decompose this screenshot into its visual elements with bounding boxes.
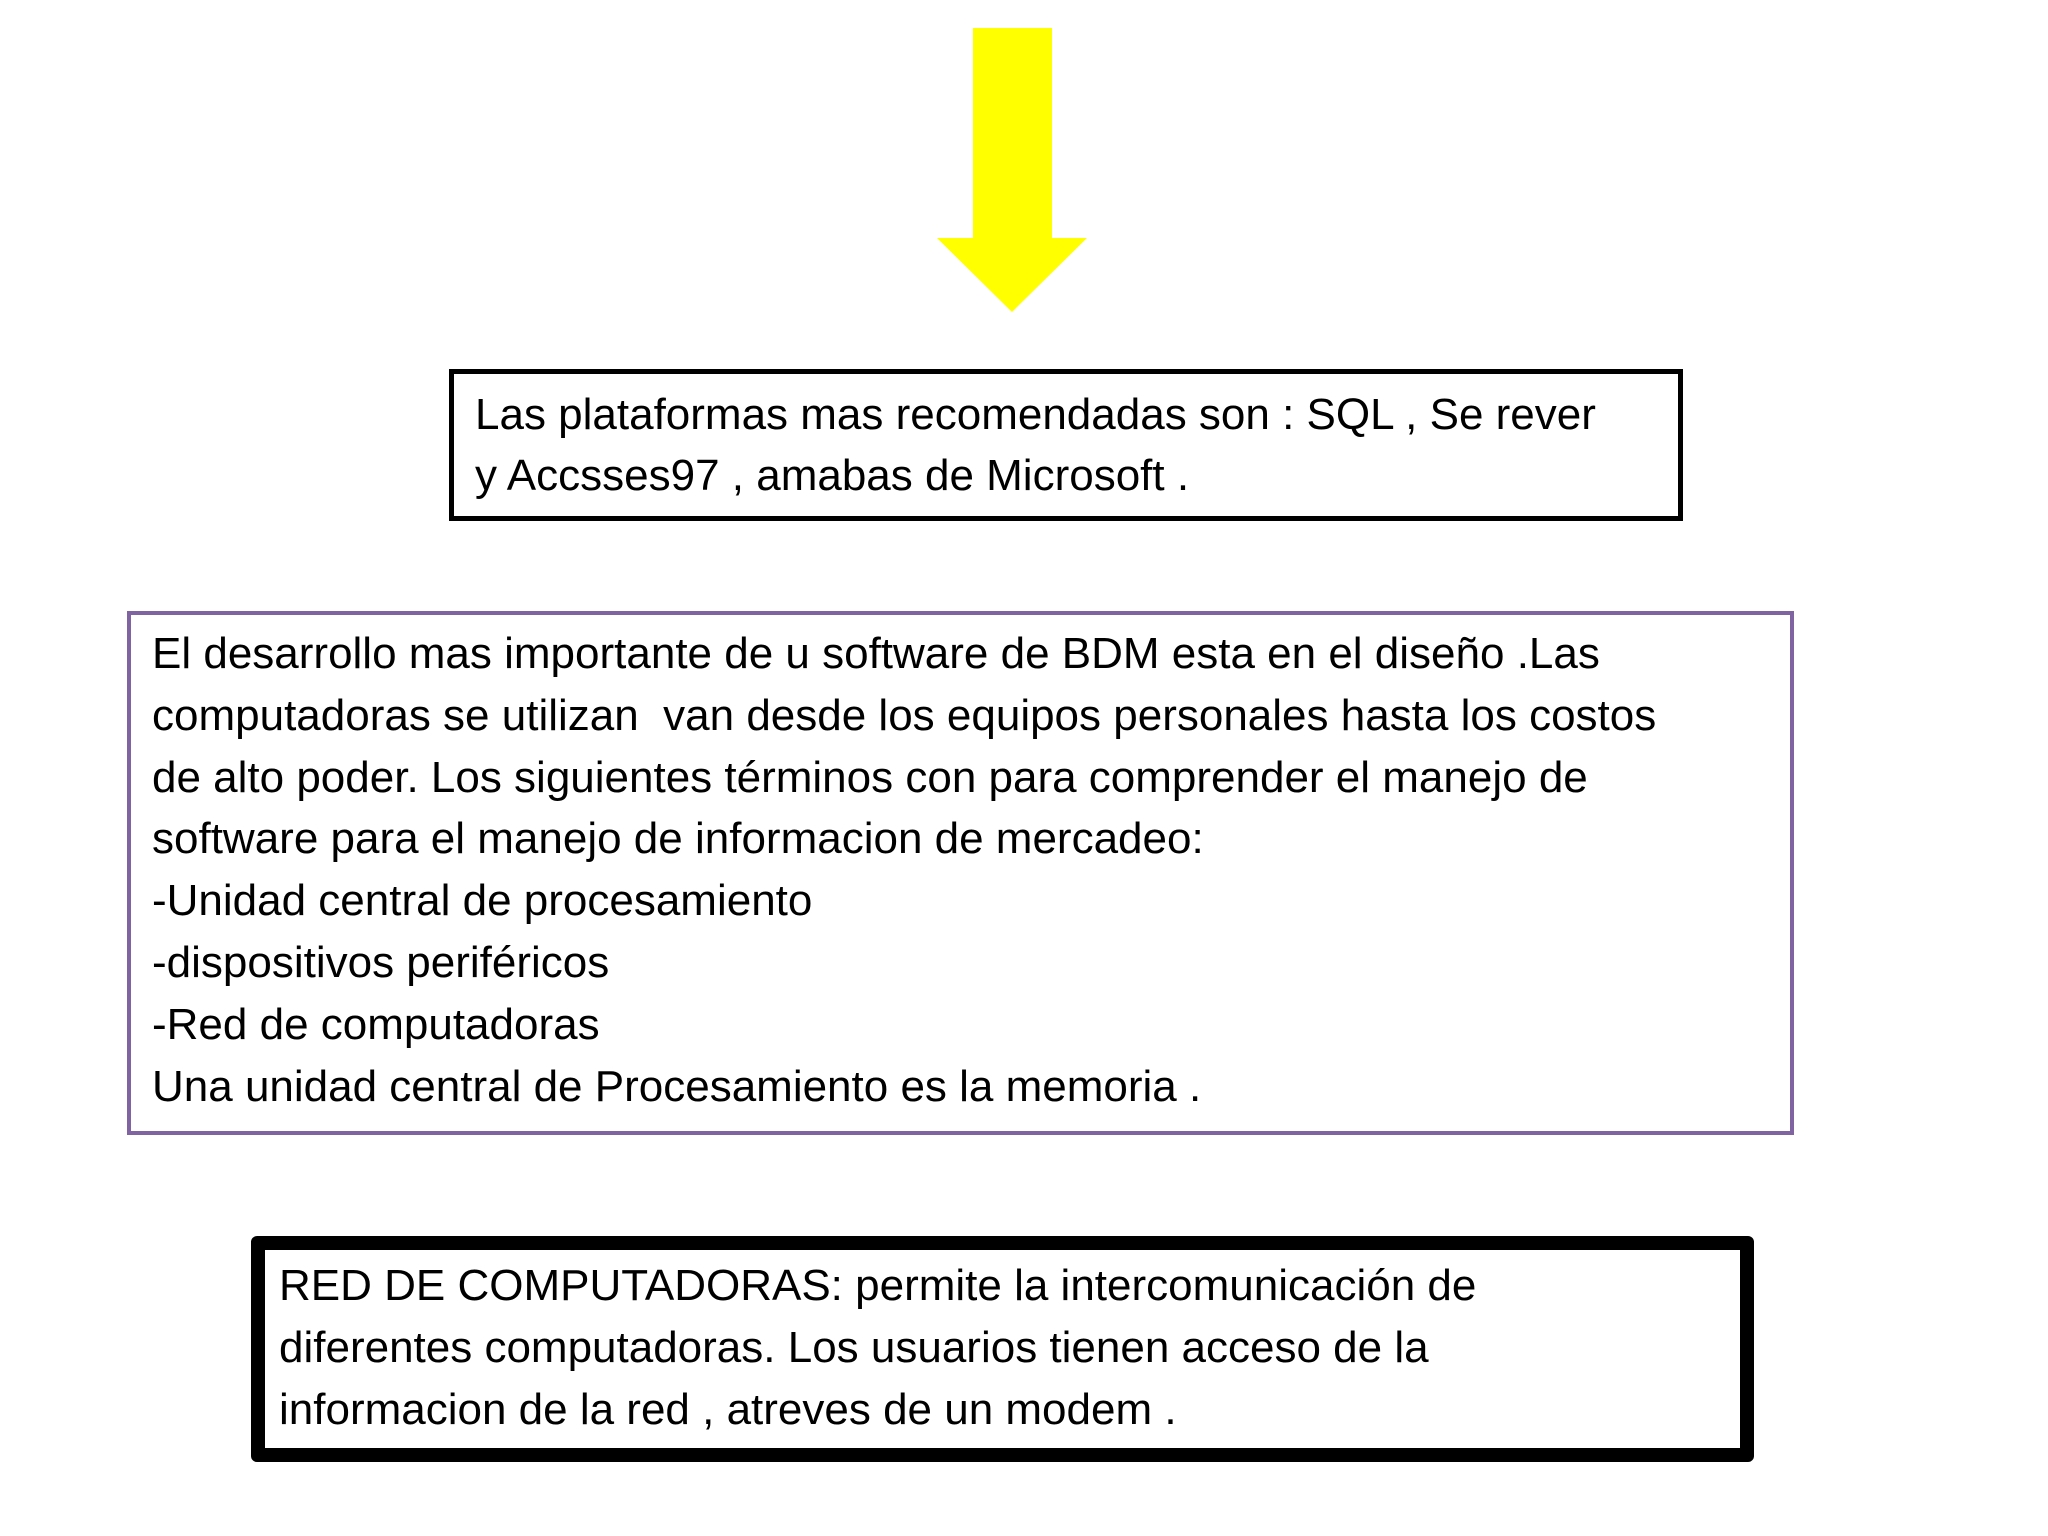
- text-line: El desarrollo mas importante de u software de BDM esta en el diseño .Las: [152, 629, 1600, 678]
- text-line: computadoras se utilizan van desde los equipos personales hasta los costos: [152, 690, 1657, 740]
- down-arrow-icon: [937, 28, 1087, 312]
- text-line: de alto poder. Los siguientes términos con para comprender el manejo de: [152, 752, 1588, 802]
- software-development-text-box: [127, 611, 1794, 1135]
- down-arrow-shape: [937, 28, 1087, 312]
- text-line: informacion de la red , atreves de un modem .: [279, 1385, 1177, 1434]
- list-item: -Red de computadoras: [152, 999, 600, 1049]
- text-line: diferentes computadoras. Los usuarios tienen acceso de la: [279, 1323, 1429, 1372]
- text-line: y Accsses97 , amabas de Microsoft .: [475, 451, 1190, 500]
- list-item: -dispositivos periféricos: [152, 937, 610, 987]
- platforms-text-box: [449, 369, 1683, 521]
- text-line: software para el manejo de informacion de mercadeo:: [152, 814, 1204, 864]
- text-line: Las plataformas mas recomendadas son : SQL , Se rever: [475, 390, 1596, 439]
- list-item: -Unidad central de procesamiento: [152, 876, 813, 926]
- text-line: Una unidad central de Procesamiento es la memoria .: [152, 1061, 1202, 1111]
- text-line: RED DE COMPUTADORAS: permite la intercomunicación de: [279, 1261, 1477, 1310]
- computer-network-text-box: [251, 1236, 1754, 1462]
